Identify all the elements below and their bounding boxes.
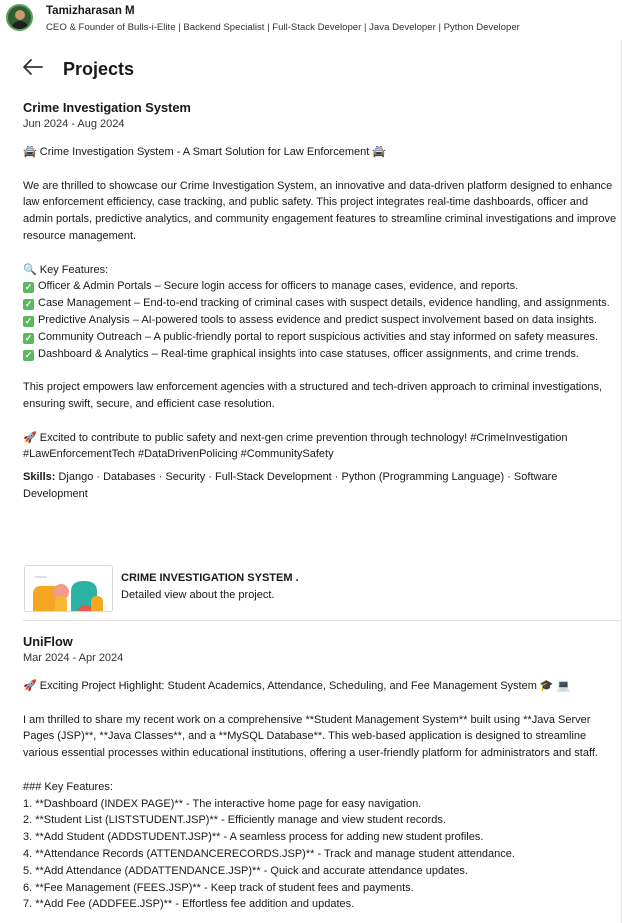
feature-item: ✓ Case Management – End-to-end tracking of criminal cases with suspect details, evidence handling, and assignments. <box>24 297 610 310</box>
avatar[interactable] <box>6 4 33 31</box>
page-title: Projects <box>63 59 135 79</box>
project-title: UniFlow <box>23 634 73 649</box>
features-heading: 🔍 Key Features: <box>23 263 109 276</box>
feature-item: ✓ Officer & Admin Portals – Secure login access for officers to manage cases, evidence, and reports. <box>24 280 519 293</box>
project-date: Jun 2024 - Aug 2024 <box>23 118 125 130</box>
feature-item: ✓ Dashboard & Analytics – Real-time graphical insights into case statuses, officer assignments, and crime trends. <box>24 347 579 360</box>
checkmark-icon: ✓ <box>24 315 33 326</box>
feature-item: ✓ Predictive Analysis – AI-powered tools to assess evidence and predict suspect involvement based on data insights. <box>24 313 597 326</box>
media-title[interactable]: CRIME INVESTIGATION SYSTEM . <box>121 572 299 584</box>
checkmark-icon: ✓ <box>24 349 33 360</box>
profile-name[interactable]: Tamizharasan M <box>46 5 135 17</box>
divider <box>23 620 622 621</box>
checkmark-icon: ✓ <box>24 282 33 293</box>
project-hashtags: 🚀 Excited to contribute to public safety and next-gen crime prevention through technology! #CrimeInvestigation #LawEnforcementTech #DataDrivenPolicing #CommunitySafety <box>23 431 568 461</box>
top-profile-bar <box>0 0 622 41</box>
project-intro: 🚀 Exciting Project Highlight: Student Academics, Attendance, Scheduling, and Fee Management System 🎓 💻 <box>23 680 571 692</box>
checkmark-icon: ✓ <box>24 299 33 310</box>
profile-headline: CEO & Founder of Bulls-i-Elite | Backend Specialist | Full-Stack Developer | Java Developer | Python Developer <box>46 22 520 33</box>
feature-item: ✓ Community Outreach – A public-friendly portal to report suspicious activities and stay informed on safety measures. <box>24 330 599 343</box>
project-skills: Skills: Django · Databases · Security · Full-Stack Development · Python (Programming Language) · Software Development <box>23 471 558 500</box>
feature-item: 4. **Attendance Records (ATTENDANCERECORDS.JSP)** - Track and manage student attendance. <box>23 847 515 860</box>
media-description: Detailed view about the project. <box>121 589 275 601</box>
checkmark-icon: ✓ <box>24 332 33 343</box>
project-description: We are thrilled to showcase our Crime Investigation System, an innovative and data-driven platform designed to enhance law enforcement efficiency, case tracking, and public safety. This project integrates real-time dashboards, officer and admin portals, predictive analytics, and community engagement features to streamline criminal investigations and improve resource management. <box>23 179 617 242</box>
feature-item: 3. **Add Student (ADDSTUDENT.JSP)** - A seamless process for adding new student profiles. <box>23 831 484 844</box>
project-item <box>23 99 621 503</box>
project-description: I am thrilled to share my recent work on a comprehensive **Student Management System** built using **Java Server Pages (JSP)**, **Java Classes**, and a **MySQL Database**. This web-based application is designed to streamline various essential processes within educational institutions, offering a user-friendly platform for administrators and staff. <box>23 713 598 760</box>
project-date: Mar 2024 - Apr 2024 <box>23 652 124 664</box>
project-media-thumbnail[interactable] <box>24 565 113 612</box>
project-intro: 🚔 Crime Investigation System - A Smart Solution for Law Enforcement 🚔 <box>23 146 387 158</box>
features-heading: ### Key Features: <box>23 780 113 793</box>
project-closing: This project empowers law enforcement agencies with a structured and tech-driven approach to criminal investigations, ensuring swift, secure, and efficient case resolution. <box>23 381 603 410</box>
feature-item: 1. **Dashboard (INDEX PAGE)** - The interactive home page for easy navigation. <box>23 797 422 810</box>
feature-item: 6. **Fee Management (FEES.JSP)** - Keep track of student fees and payments. <box>23 881 414 894</box>
feature-item: 2. **Student List (LISTSTUDENT.JSP)** - Efficiently manage and view student records. <box>23 814 446 827</box>
project-item <box>23 633 621 913</box>
feature-item: 7. **Add Fee (ADDFEE.JSP)** - Effortless fee addition and updates. <box>23 898 355 911</box>
back-arrow-icon[interactable] <box>22 57 44 77</box>
feature-item: 5. **Add Attendance (ADDATTENDANCE.JSP)** - Quick and accurate attendance updates. <box>23 864 468 877</box>
project-title: Crime Investigation System <box>23 100 191 115</box>
